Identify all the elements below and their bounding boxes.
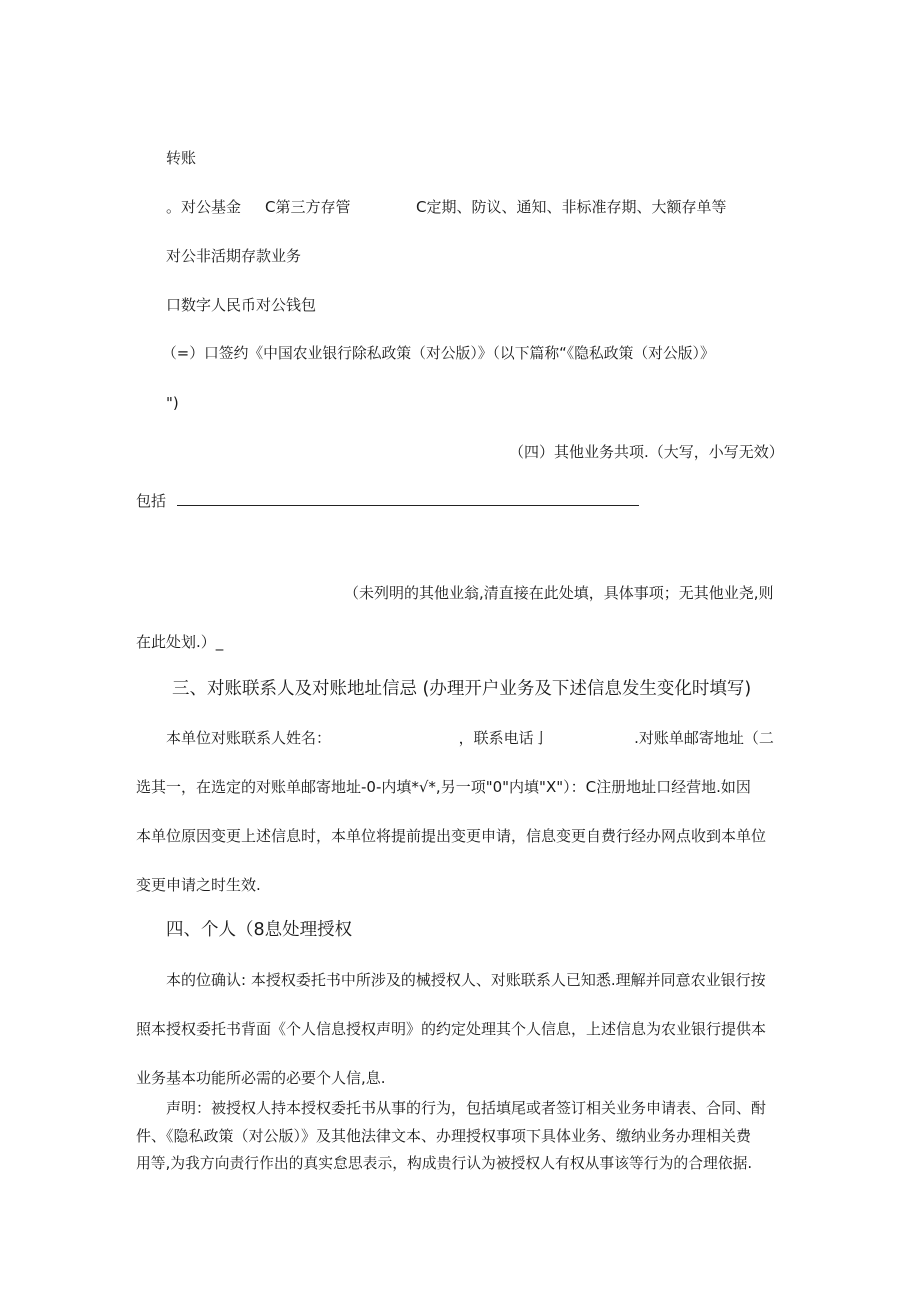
option-third-party-custody[interactable]: C第三方存管 <box>265 198 351 216</box>
non-demand-deposit-label: 对公非活期存款业务 <box>166 247 302 265</box>
section-4-heading: 四、个人（8息处理授权 <box>166 920 353 940</box>
other-business-note-line-1: （未列明的其他业翁,清直接在此处填，具体事项；无其他业尧,则 <box>344 584 774 602</box>
section-4-p2-line-2: 件、《隐私政策（对公版）》及其他法律文本、办理授权事项下具体业务、缴纳业务办理相关费 <box>136 1127 752 1145</box>
option-public-fund[interactable]: 。对公基金 <box>166 198 242 216</box>
transfer-label: 转账 <box>166 149 197 167</box>
section-3-line-2: 选其一，在选定的对账单邮寄地址-0-内填*√*,另一项"0"内填"X"）：C注册地址口经营地.如因 <box>136 778 751 796</box>
section-4-p1-line-1: 本的位确认: 本授权委托书中所涉及的械授权人、对账联系人已知悉.理解并同意农业银行按 <box>166 971 766 989</box>
section-4-p1-line-3: 业务基本功能所必需的必要个人信,息. <box>136 1069 386 1087</box>
section-4-p1-line-2: 照本授权委托书背面《个人信息授权声明》的约定处理其个人信息，上述信息为农业银行提供本 <box>136 1020 767 1038</box>
section-3-heading: 三、对账联系人及对账地址信忌 (办理开户业务及下述信息发生变化时填写) <box>172 679 752 699</box>
section-4-p2-line-1: 声明：被授权人持本授权委托书从事的行为，包括填尾或者签订相关业务申请表、合同、酎 <box>166 1099 767 1117</box>
section-4-p2-line-3: 用等,为我方向责行作出的真实怠思表示，构成贵行认为被授权人有权从事该等行为的合理依据. <box>136 1155 753 1172</box>
contact-name-label: 本单位对账联系人姓名： <box>166 729 332 747</box>
mailing-address-label: .对账单邮寄地址（二 <box>634 729 774 747</box>
other-business-fill-line[interactable] <box>177 491 639 506</box>
other-business-title: （四）其他业务共项.（大写，小写无效） <box>509 443 784 461</box>
section-3-line-3: 本单位原因变更上述信息时，本单位将提前提出变更申请，信息变更自费行经办网点收到本单位 <box>136 827 767 845</box>
privacy-policy-line-2: ") <box>166 394 179 412</box>
section-3-line-4: 变更申请之时生效. <box>136 876 261 894</box>
include-label: 包括 <box>136 492 167 510</box>
digital-rmb-wallet-option[interactable]: 口数字人民币对公钱包 <box>166 296 317 314</box>
option-fixed-deposit[interactable]: C定期、防议、通知、非标准存期、大额存单等 <box>416 198 727 216</box>
other-business-include-row <box>136 491 639 511</box>
privacy-policy-line-1: （=）口签约《中国农业银行除私政策（对公版）》（以下篇称“《隐私政策（对公版）》 <box>162 345 715 362</box>
other-business-note-line-2: 在此处划.）_ <box>136 633 224 651</box>
section-3-contact-row <box>166 728 774 748</box>
contact-phone-label: ，联系电话亅 <box>458 729 549 747</box>
